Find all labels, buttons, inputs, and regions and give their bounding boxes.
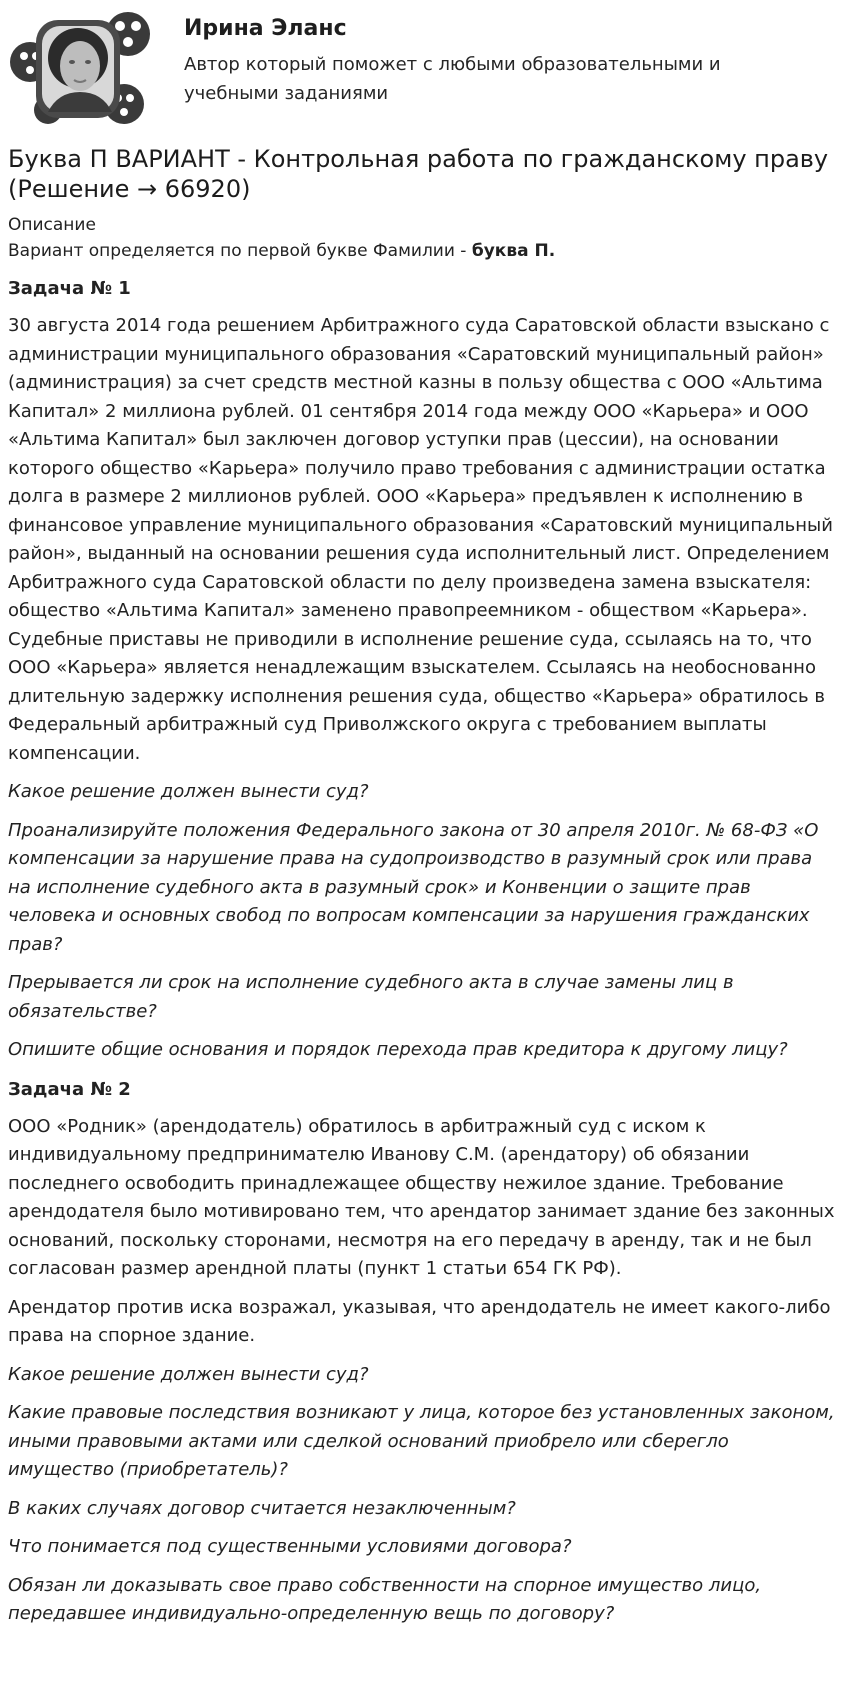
task2-question: Что понимается под существенными условиями договора? (8, 1536, 572, 1557)
task2-text: ООО «Родник» (арендодатель) обратилось в арбитражный суд с иском к индивидуальному предпринимателю Иванову С.М. (арендатору) об обязании последнего освободить принадлежащее обществу нежилое здание. Требование арендодателя было мотивировано тем, что арендатор занимает здание без законных оснований, поскольку сторонами, несмотря на его передачу в аренду, так и не был согласован размер арендной платы (пункт 1 статьи 654 ГК РФ). (8, 1115, 835, 1279)
description-label: Описание (8, 215, 96, 235)
task1-question: Прерывается ли срок на исполнение судебного акта в случае замены лиц в обязательстве? (8, 972, 734, 1022)
work-title: Буква П ВАРИАНТ - Контрольная работа по гражданскому праву (Решение → 66920) (8, 145, 829, 203)
task2-question: В каких случаях договор считается незаключенным? (8, 1497, 516, 1519)
work-content (8, 144, 840, 1629)
task1-text: 30 августа 2014 года решением Арбитражного суда Саратовской области взыскано с администрации муниципального образования «Саратовский муниципальный район» (администрация) за счет средств местной казны в пользу общества с ООО «Альтима Капитал» 2 миллиона рублей. 01 сентября 2014 года между ООО «Карьера» и ООО «Альтима Капитал» был заключен договор уступки прав (цессии), на основании которого общество «Карьера» получило право требования с администрации остатка долга в размере 2 миллионов рублей. ООО «Карьера» предъявлен к исполнению в финансовое управление муниципального образования «Саратовский муниципальный район», выданный на основании решения суда исполнительный лист. Определением Арбитражного суда Саратовской области по делу произведена замена взыскателя: общество «Альтима Капитал» заменено правопреемником - обществом «Карьера». Судебные приставы не приводили в исполнение решение суда, ссылаясь на то, что ООО «Карьера» является ненадлежащим взыскателем. Ссылаясь на необоснованно длительную задержку исполнения решения суда, общество «Карьера» обратилось в Федеральный арбитражный суд Приволжского округа с требованием выплаты компенсации. (8, 315, 833, 764)
task2-text2: Арендатор против иска возражал, указывая, что арендодатель не имеет какого-либо права на спорное здание. (8, 1296, 831, 1346)
author-name[interactable]: Ирина Эланс (184, 16, 347, 41)
task1-question: Опишите общие основания и порядок перехода прав кредитора к другому лицу? (8, 1039, 788, 1060)
variant-line (8, 238, 840, 264)
author-avatar[interactable] (8, 6, 156, 130)
variant-letter: буква П. (471, 241, 556, 261)
task2-question: Обязан ли доказывать свое право собственности на спорное имущество лицо, передавшее индивидуально-определенную вещь по договору? (8, 1574, 762, 1624)
author-description: Автор который поможет с любыми образовательными и учебными заданиями (184, 54, 721, 104)
author-block (8, 6, 838, 130)
task1-question: Проанализируйте положения Федерального закона от 30 апреля 2010г. № 68-ФЗ «О компенсации за нарушение права на судопроизводство в разумный срок или права на исполнение судебного акта в разумный срок» и Конвенции о защите прав человека и основных свобод по вопросам компенсации за нарушения гражданских прав? (8, 819, 819, 955)
task2-heading: Задача № 2 (8, 1078, 131, 1100)
variant-text: Вариант определяется по первой букве Фамилии - (8, 241, 472, 261)
task2-question: Какое решение должен вынести суд? (8, 1363, 369, 1385)
task1-question: Какое решение должен вынести суд? (8, 781, 369, 802)
task1-heading: Задача № 1 (8, 278, 131, 299)
task2-question: Какие правовые последствия возникают у лица, которое без установленных законом, иными правовыми актами или сделкой оснований приобрело или сберегло имущество (приобретатель)? (8, 1402, 835, 1480)
